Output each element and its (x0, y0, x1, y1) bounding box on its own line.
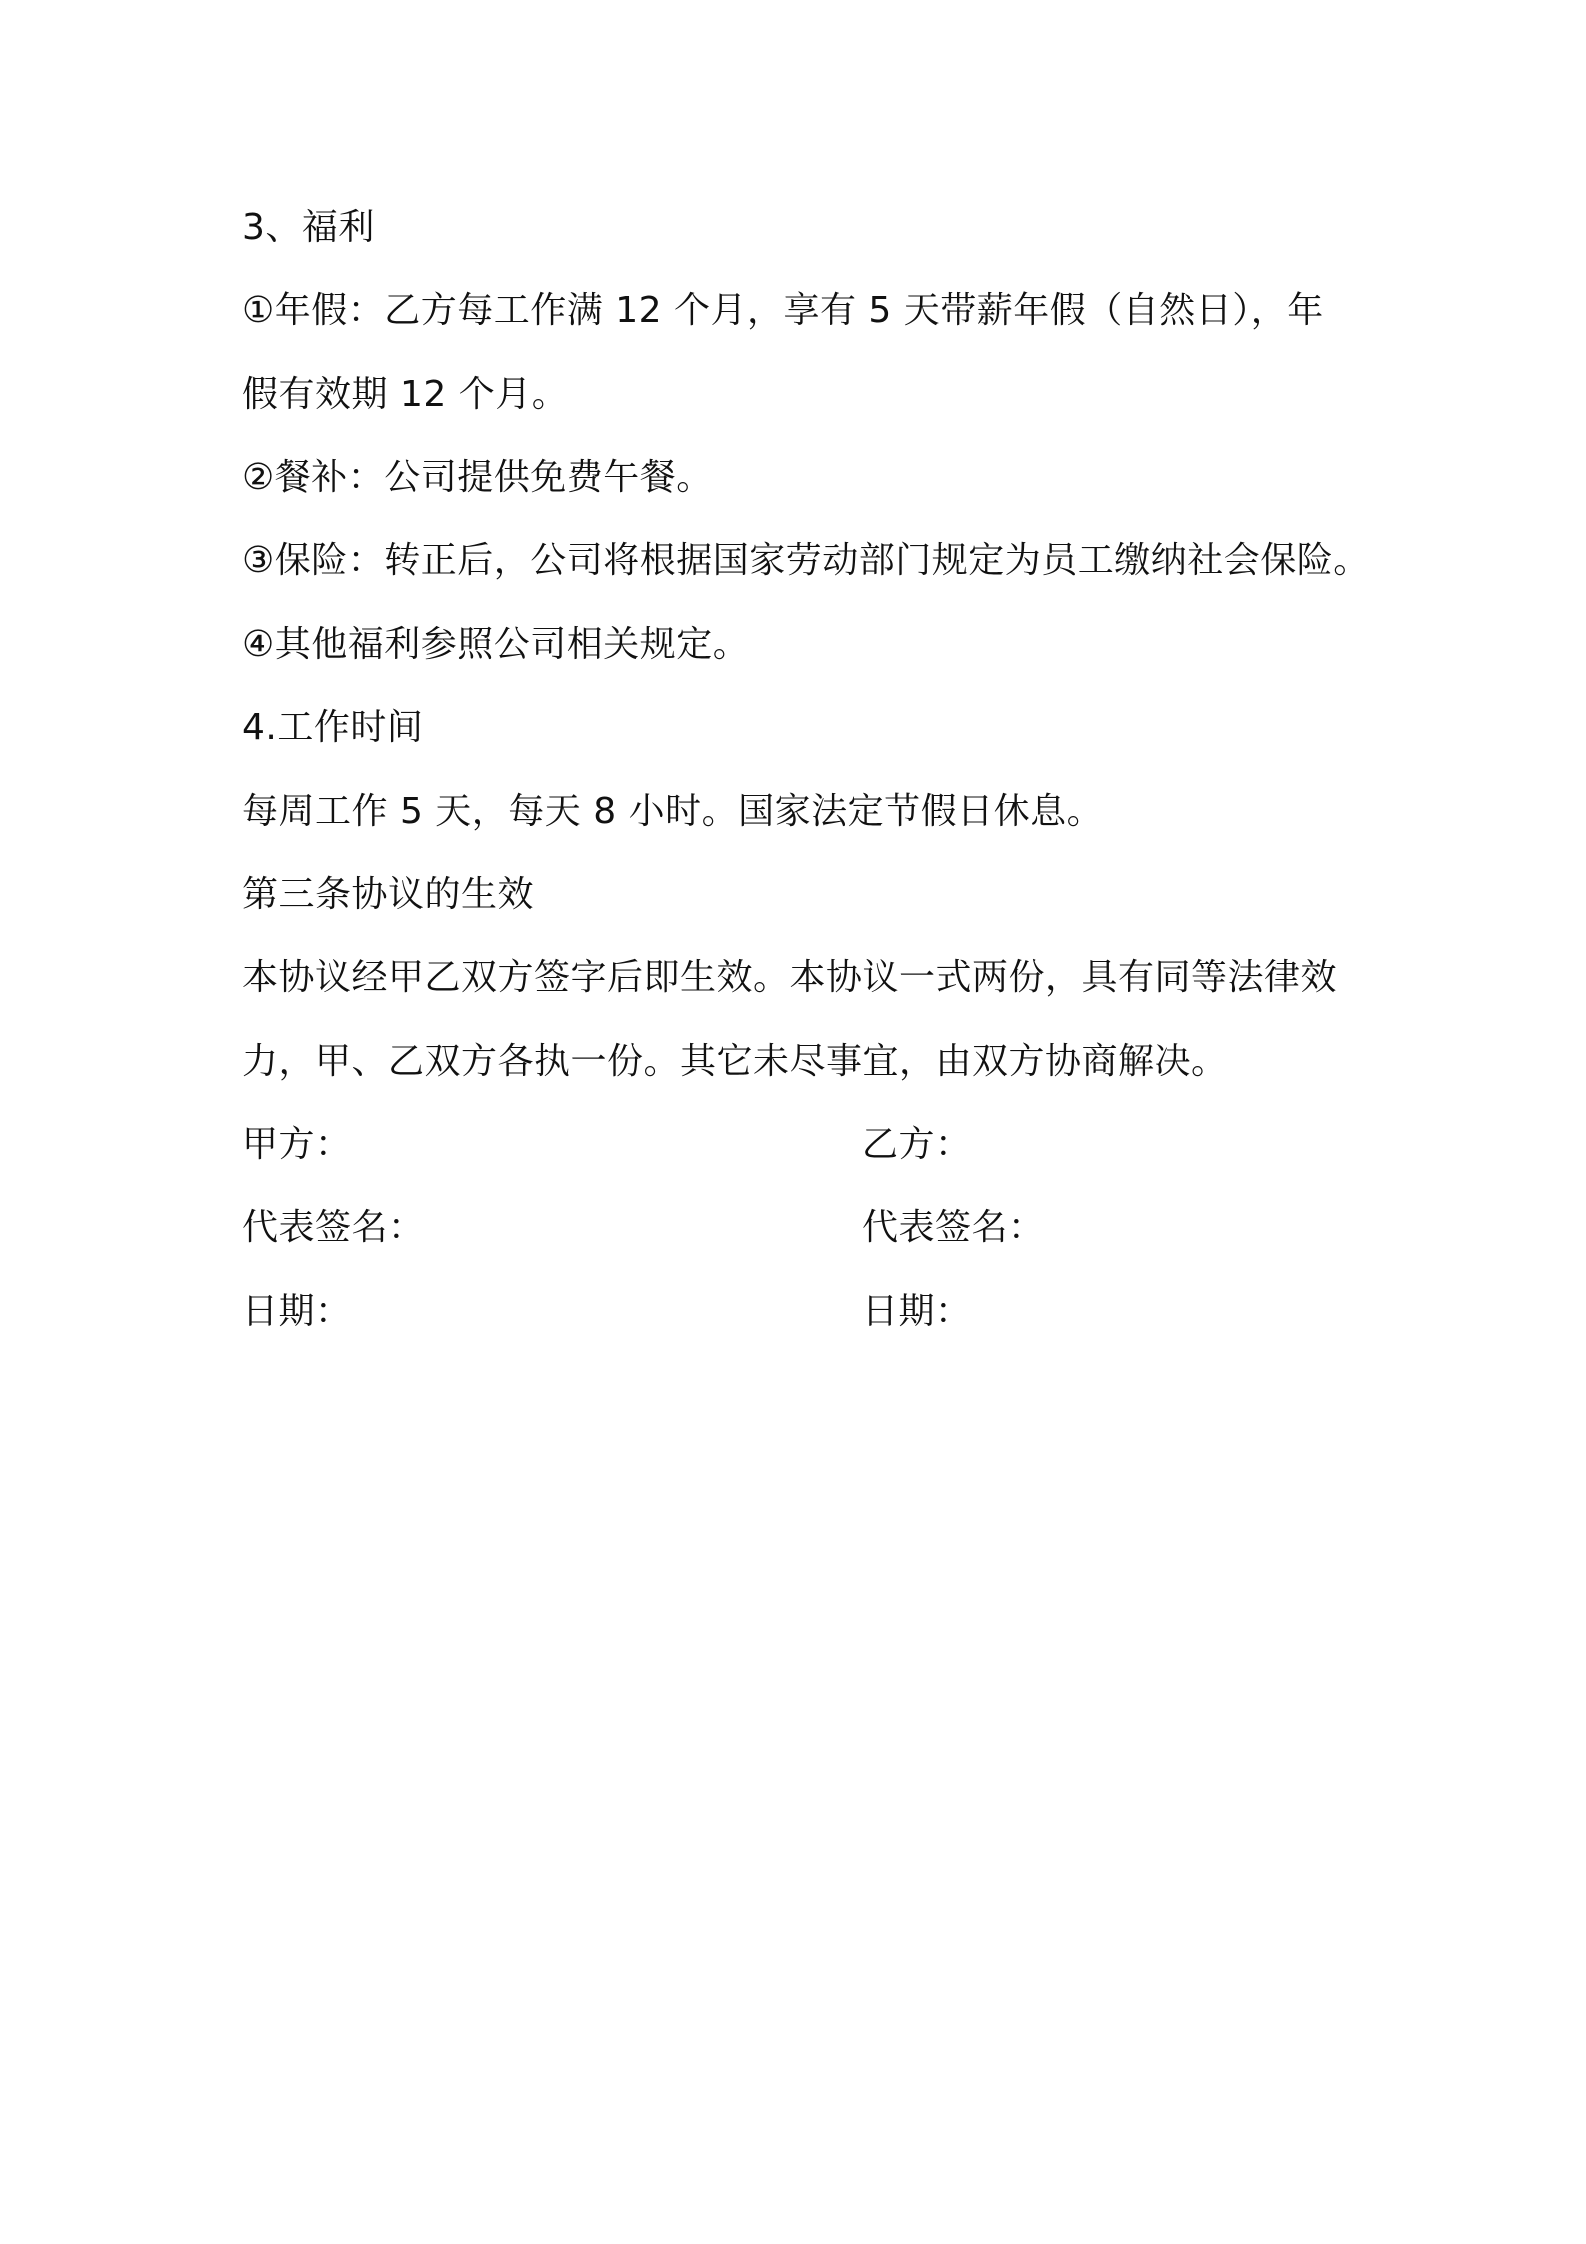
worktime-text: 每周工作 5 天，每天 8 小时。国家法定节假日休息。 (242, 791, 1104, 832)
party-a-rep-sign-label: 代表签名： (242, 1207, 425, 1248)
welfare-item-other: ④其他福利参照公司相关规定。 (242, 624, 750, 665)
article-3-text-line2: 力，甲、乙双方各执一份。其它未尽事宜，由双方协商解决。 (242, 1041, 1228, 1082)
section-heading-welfare: 3、福利 (242, 207, 375, 248)
welfare-item-meal: ②餐补：公司提供免费午餐。 (242, 457, 713, 498)
article-3-text-line1: 本协议经甲乙双方签字后即生效。本协议一式两份，具有同等法律效 (242, 957, 1338, 998)
welfare-item-insurance: ③保险：转正后，公司将根据国家劳动部门规定为员工缴纳社会保险。 (242, 540, 1370, 581)
article-3-title: 第三条协议的生效 (242, 874, 535, 915)
welfare-item-annual-leave-line2: 假有效期 12 个月。 (242, 374, 569, 415)
party-b-date-label: 日期： (862, 1291, 972, 1332)
party-b-label: 乙方： (862, 1124, 972, 1165)
party-a-date-label: 日期： (242, 1291, 352, 1332)
welfare-item-annual-leave-line1: ①年假：乙方每工作满 12 个月，享有 5 天带薪年假（自然日），年 (242, 290, 1324, 331)
section-heading-worktime: 4.工作时间 (242, 707, 424, 748)
party-a-label: 甲方： (242, 1124, 352, 1165)
party-b-rep-sign-label: 代表签名： (862, 1207, 1045, 1248)
